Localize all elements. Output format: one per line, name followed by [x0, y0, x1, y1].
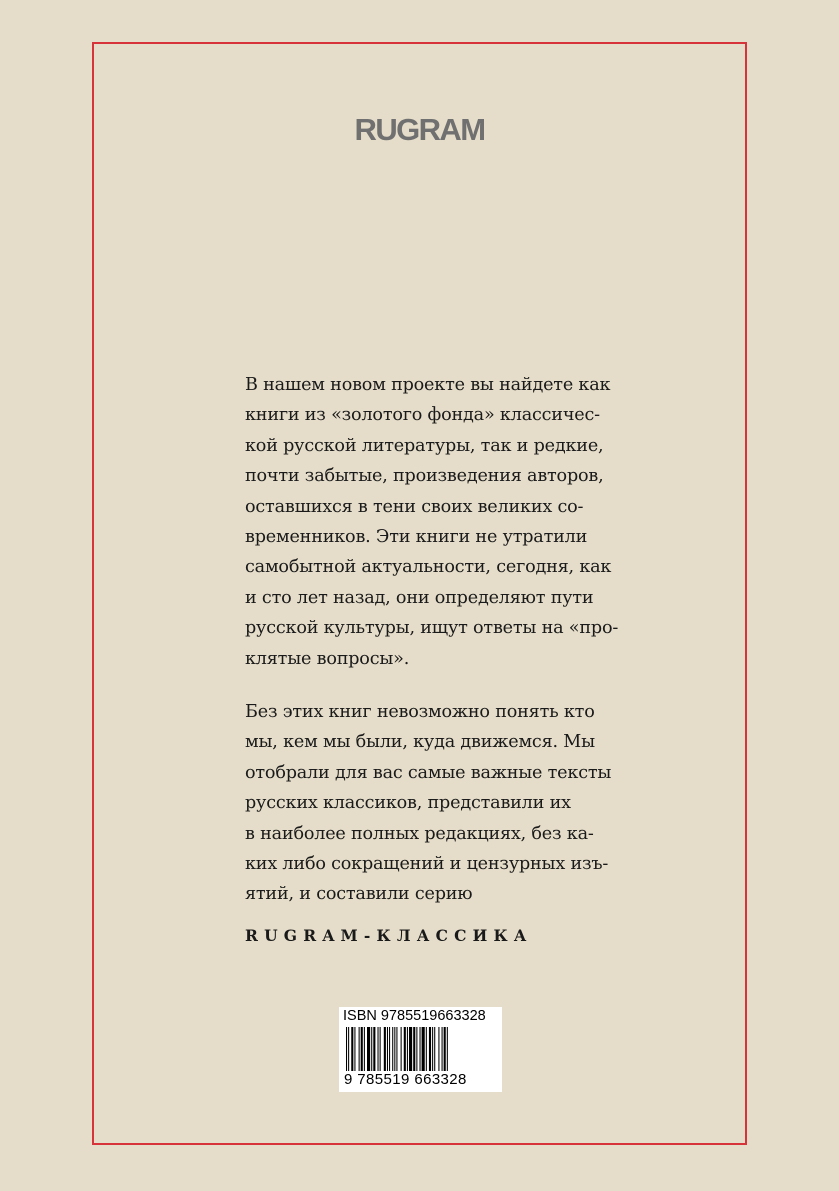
barcode-bar: [434, 1027, 435, 1071]
text-line: ких либо сокращений и цензурных изъ-: [245, 854, 609, 875]
barcode-bar: [367, 1027, 370, 1071]
isbn-label: ISBN 9785519663328: [343, 1008, 486, 1024]
barcode-bar: [422, 1027, 425, 1071]
text-line: Без этих книг невозможно понять кто: [245, 702, 595, 722]
barcode-bar: [364, 1027, 365, 1071]
isbn-barcode-box: [339, 1007, 502, 1092]
text-line: русской культуры, ищут ответы на «про-: [245, 618, 619, 639]
text-line: оставшихся в тени своих великих со-: [245, 496, 584, 517]
text-line: книги из «золотого фонда» классичес-: [245, 405, 600, 426]
barcode-bar: [384, 1027, 386, 1071]
isbn-digits: 9 785519 663328: [344, 1071, 467, 1088]
barcode-bar: [404, 1027, 406, 1071]
description-paragraph-2: [245, 697, 615, 910]
barcode-bar: [413, 1027, 415, 1071]
text-line: отобрали для вас самые важные тексты: [245, 762, 612, 783]
barcode-bar: [380, 1027, 381, 1071]
barcode-bar: [432, 1027, 433, 1071]
barcode-bar: [416, 1027, 417, 1071]
text-line: русских классиков, представили их: [245, 793, 571, 814]
text-line: мы, кем мы были, куда движемся. Мы: [245, 732, 595, 753]
text-line: почти забытые, произведения авторов,: [245, 466, 604, 487]
barcode-bar: [409, 1027, 412, 1071]
barcode-bar: [442, 1027, 443, 1071]
barcode-bar: [354, 1027, 355, 1071]
text-line: временников. Эти книги не утратили: [245, 527, 588, 548]
series-title: RUGRAM-КЛАССИКА: [245, 926, 533, 945]
barcode-bar: [371, 1027, 372, 1071]
barcode-bar: [407, 1027, 408, 1071]
barcode-bar: [438, 1027, 439, 1071]
barcode-bar: [373, 1027, 375, 1071]
barcode-bar: [387, 1027, 388, 1071]
text-line: В нашем новом проекте вы найдете как: [245, 375, 611, 395]
barcode-bar: [426, 1027, 427, 1071]
description-paragraph-1: [245, 370, 619, 674]
text-line: ятий, и составили серию: [245, 884, 473, 905]
barcode-bar: [361, 1027, 363, 1071]
text-line: клятые вопросы».: [245, 648, 410, 669]
text-line: кой русской литературы, так и редкие,: [245, 435, 604, 456]
text-line: и сто лет назад, они определяют пути: [245, 587, 594, 608]
barcode-bar: [378, 1027, 379, 1071]
barcode-bar: [392, 1027, 393, 1071]
barcode-bar: [401, 1027, 402, 1071]
publisher-logo: RUGRAM: [354, 112, 485, 147]
barcode-bar: [420, 1027, 421, 1071]
barcode-bar: [429, 1027, 431, 1071]
text-line: самобытной актуальности, сегодня, как: [245, 557, 612, 578]
text-line: в наиболее полных редакциях, без ка-: [245, 823, 594, 844]
barcode-bar: [444, 1027, 446, 1071]
barcode-bar: [389, 1027, 390, 1071]
barcode-bar: [359, 1027, 360, 1071]
barcode-bar: [351, 1027, 353, 1071]
